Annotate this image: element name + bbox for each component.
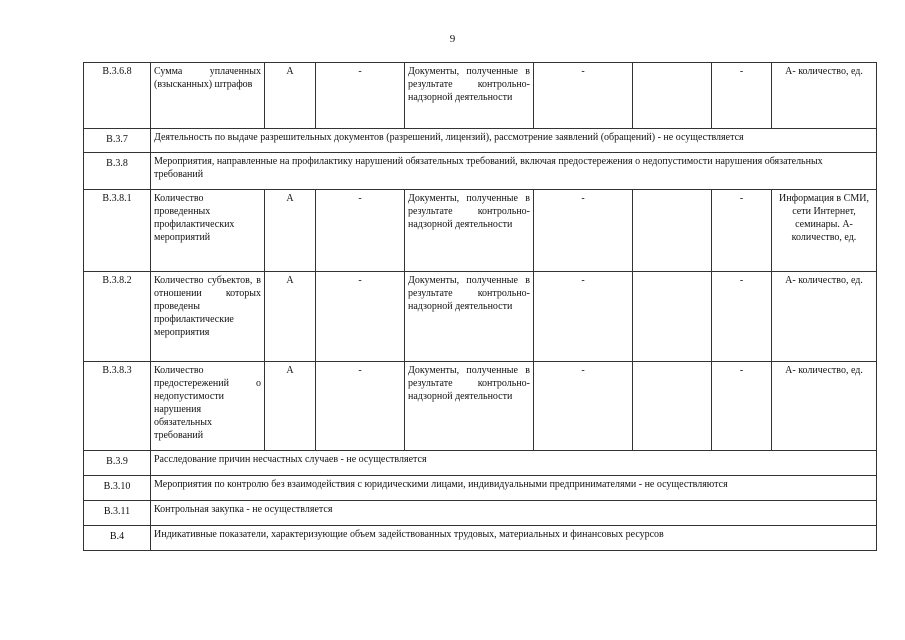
- indicator-col6: -: [534, 272, 633, 362]
- indicator-formula: -: [316, 272, 405, 362]
- indicator-note: А- количество, ед.: [772, 272, 877, 362]
- page-number: 9: [449, 33, 456, 45]
- indicator-formula: -: [316, 362, 405, 451]
- indicator-variable: А: [265, 190, 316, 272]
- section-text: Расследование причин несчастных случаев - не осуществляется: [151, 451, 877, 476]
- indicator-source: Документы, полученные в результате контрольно-надзорной деятельности: [405, 272, 534, 362]
- row-code: В.3.8.3: [84, 362, 151, 451]
- indicator-col8: -: [712, 190, 772, 272]
- section-text: Мероприятия, направленные на профилактику нарушений обязательных требований, включая предостережения о недопустимости нарушения обязательных требований: [151, 153, 877, 190]
- row-code: В.3.8.1: [84, 190, 151, 272]
- row-code: В.3.6.8: [84, 63, 151, 129]
- indicator-note: А- количество, ед.: [772, 63, 877, 129]
- section-row: [84, 501, 877, 526]
- indicator-col7: [633, 362, 712, 451]
- indicator-variable: А: [265, 362, 316, 451]
- indicator-col7: [633, 190, 712, 272]
- row-code: В.3.8.2: [84, 272, 151, 362]
- section-text: Индикативные показатели, характеризующие объем задействованных трудовых, материальных и финансовых ресурсов: [151, 526, 877, 551]
- section-row: [84, 451, 877, 476]
- indicator-col8: -: [712, 362, 772, 451]
- indicator-name: Количество субъектов, в отношении которых проведены профилактические мероприятия: [151, 272, 265, 362]
- section-text: Контрольная закупка - не осуществляется: [151, 501, 877, 526]
- indicator-note: Информация в СМИ, сети Интернет, семинары. А- количество, ед.: [772, 190, 877, 272]
- indicator-col7: [633, 63, 712, 129]
- section-row: [84, 129, 877, 153]
- indicator-variable: А: [265, 272, 316, 362]
- indicator-name: Количество предостережений о недопустимости нарушения обязательных требований: [151, 362, 265, 451]
- indicator-source: Документы, полученные в результате контрольно-надзорной деятельности: [405, 362, 534, 451]
- row-code: В.3.9: [84, 451, 151, 476]
- section-row: [84, 476, 877, 501]
- indicators-table: [83, 62, 877, 551]
- table-row: [84, 272, 877, 362]
- row-code: В.3.8: [84, 153, 151, 190]
- indicator-col7: [633, 272, 712, 362]
- row-code: В.3.11: [84, 501, 151, 526]
- table-row: [84, 190, 877, 272]
- section-row: [84, 153, 877, 190]
- indicator-source: Документы, полученные в результате контрольно-надзорной деятельности: [405, 63, 534, 129]
- row-code: В.4: [84, 526, 151, 551]
- indicator-source: Документы, полученные в результате контрольно-надзорной деятельности: [405, 190, 534, 272]
- indicator-col6: -: [534, 190, 633, 272]
- section-text: Мероприятия по контролю без взаимодействия с юридическими лицами, индивидуальными предпринимателями - не осуществляются: [151, 476, 877, 501]
- table-row: [84, 63, 877, 129]
- indicator-name: Количество проведенных профилактических мероприятий: [151, 190, 265, 272]
- indicator-col6: -: [534, 362, 633, 451]
- table-row: [84, 362, 877, 451]
- row-code: В.3.10: [84, 476, 151, 501]
- indicator-col6: -: [534, 63, 633, 129]
- section-row: [84, 526, 877, 551]
- indicator-col8: -: [712, 63, 772, 129]
- indicator-note: А- количество, ед.: [772, 362, 877, 451]
- indicator-variable: А: [265, 63, 316, 129]
- indicator-name: Сумма уплаченных (взысканных) штрафов: [151, 63, 265, 129]
- indicator-col8: -: [712, 272, 772, 362]
- section-text: Деятельность по выдаче разрешительных документов (разрешений, лицензий), рассмотрение заявлений (обращений) - не осуществляется: [151, 129, 877, 153]
- indicator-formula: -: [316, 63, 405, 129]
- indicator-formula: -: [316, 190, 405, 272]
- row-code: В.3.7: [84, 129, 151, 153]
